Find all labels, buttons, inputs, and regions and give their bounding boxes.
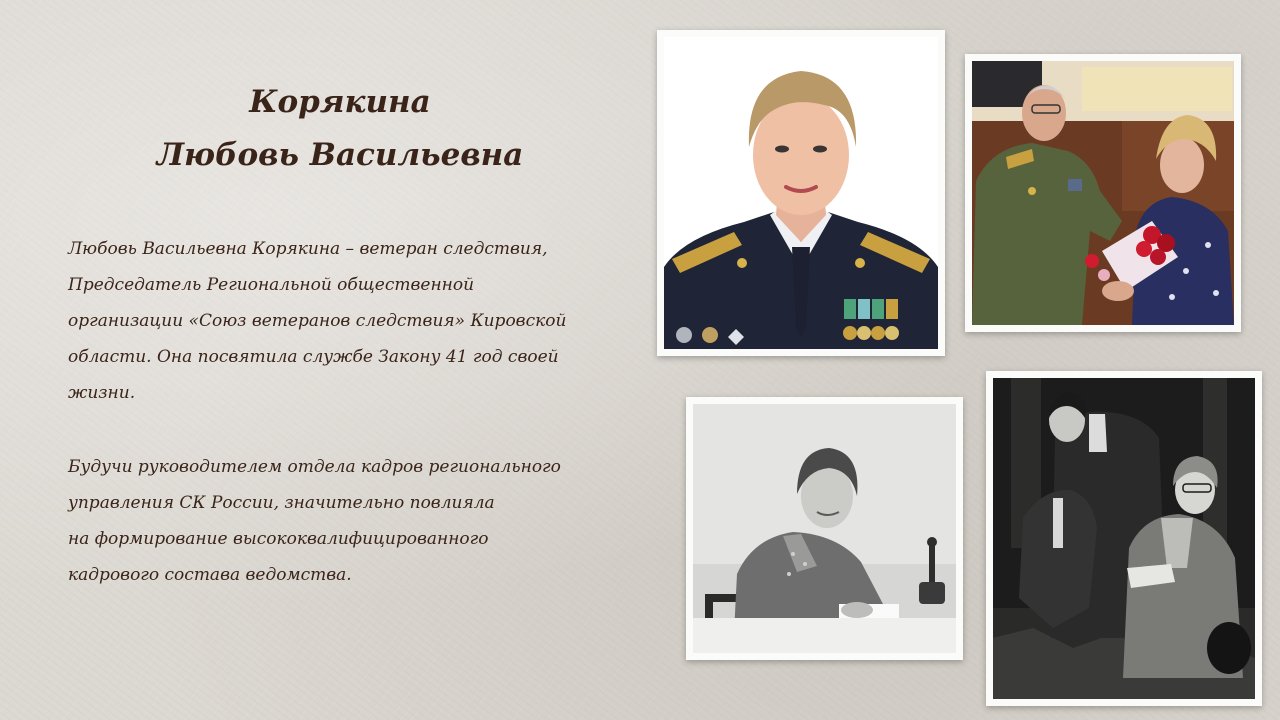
bio-line: жизни. bbox=[68, 383, 136, 403]
bio-line: Любовь Васильевна Корякина – ветеран следствия, bbox=[68, 239, 548, 259]
bio-paragraph-1 bbox=[68, 231, 566, 411]
bio-line: области. Она посвятила службе Закону 41 год своей bbox=[68, 347, 559, 367]
title-given-names: Любовь Васильевна bbox=[156, 137, 524, 173]
title-surname: Корякина bbox=[249, 84, 431, 120]
archive-desk-image bbox=[693, 404, 956, 653]
portrait-photo bbox=[657, 30, 945, 356]
archive-group-photo bbox=[986, 371, 1262, 706]
archive-group-image bbox=[993, 378, 1255, 699]
bio-paragraph-2 bbox=[68, 449, 561, 593]
archive-desk-photo bbox=[686, 397, 963, 660]
bio-line: Будучи руководителем отдела кадров регионального bbox=[68, 457, 561, 477]
award-ceremony-photo bbox=[965, 54, 1241, 332]
bio-line: кадрового состава ведомства. bbox=[68, 565, 352, 585]
bio-line: на формирование высококвалифицированного bbox=[68, 529, 489, 549]
bio-line: Председатель Региональной общественной bbox=[68, 275, 475, 295]
bio-line: организации «Союз ветеранов следствия» Кировской bbox=[68, 311, 567, 331]
portrait-image bbox=[664, 37, 938, 349]
award-ceremony-image bbox=[972, 61, 1234, 325]
bio-line: управления СК России, значительно повлияла bbox=[68, 493, 495, 513]
page-title bbox=[140, 76, 540, 182]
